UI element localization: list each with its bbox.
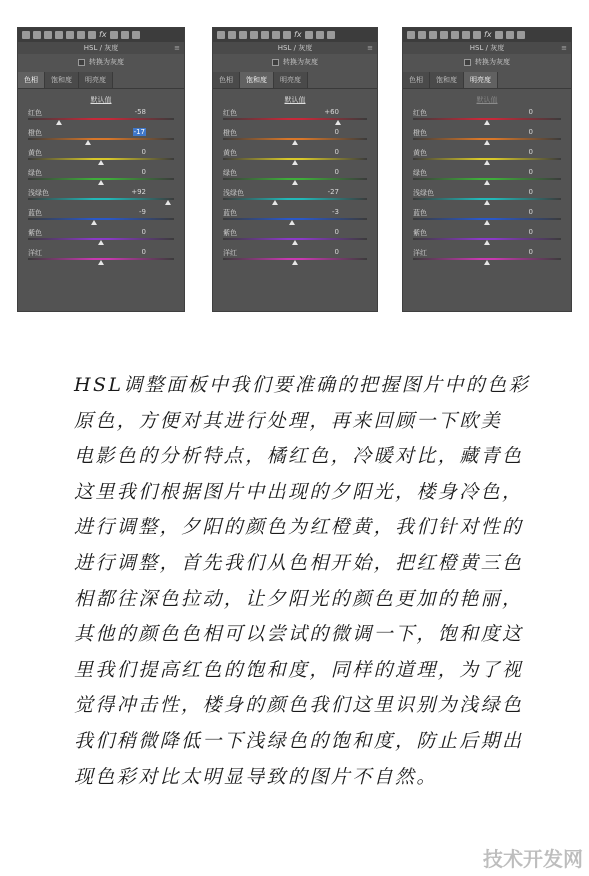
tab-saturation[interactable]: 饱和度 — [240, 72, 274, 88]
slider-label: 绿色 — [413, 169, 427, 177]
slider-label: 紫色 — [223, 229, 237, 237]
tab-saturation[interactable]: 饱和度 — [45, 72, 79, 88]
slider-thumb[interactable] — [292, 160, 298, 165]
slider-value[interactable]: 0 — [528, 108, 533, 116]
slider-value[interactable]: 0 — [334, 128, 339, 136]
color-slider-row — [413, 167, 561, 187]
slider-thumb[interactable] — [98, 260, 104, 265]
slider-label: 蓝色 — [28, 209, 42, 217]
paragraph-line: 里我们提高红色的饱和度，同样的道理，为了视 — [74, 658, 524, 681]
slider-value[interactable]: 0 — [334, 248, 339, 256]
camera-icon[interactable] — [305, 31, 313, 39]
grayscale-toggle[interactable] — [213, 54, 377, 70]
slider-label: 蓝色 — [223, 209, 237, 217]
panel-menu-icon[interactable]: ≡ — [367, 44, 373, 52]
panel-title-text: HSL / 灰度 — [83, 44, 119, 52]
grayscale-toggle[interactable] — [403, 54, 571, 70]
color-slider-row — [223, 207, 367, 227]
tone-curve-icon[interactable] — [429, 31, 437, 39]
fx-icon[interactable]: fx — [484, 30, 492, 39]
panel-toolbar — [213, 28, 377, 42]
color-slider-row — [28, 227, 174, 247]
histogram-icon[interactable] — [22, 31, 30, 39]
split-toning-icon[interactable] — [77, 31, 85, 39]
color-slider-row — [28, 147, 174, 167]
default-button[interactable]: 默认值 — [476, 96, 498, 104]
slider-value[interactable]: 0 — [528, 188, 533, 196]
color-slider-row — [413, 147, 561, 167]
tab-luminance[interactable]: 明亮度 — [274, 72, 308, 88]
basic-icon[interactable] — [33, 31, 41, 39]
slider-thumb[interactable] — [484, 260, 490, 265]
slider-label: 红色 — [223, 109, 237, 117]
slider-track[interactable] — [28, 218, 174, 220]
tab-luminance[interactable]: 明亮度 — [79, 72, 113, 88]
panel-title — [403, 42, 571, 54]
grayscale-checkbox[interactable] — [464, 59, 471, 66]
slider-value[interactable]: 0 — [528, 128, 533, 136]
slider-value[interactable]: -27 — [327, 188, 339, 196]
slider-value[interactable]: -17 — [133, 128, 145, 136]
slider-value[interactable]: 0 — [528, 148, 533, 156]
slider-value[interactable]: 0 — [141, 148, 146, 156]
slider-label: 红色 — [28, 109, 42, 117]
panel-title-text: HSL / 灰度 — [277, 44, 313, 52]
slider-value[interactable]: 0 — [334, 168, 339, 176]
paragraph-line: 我们稍微降低一下浅绿色的饱和度，防止后期出 — [74, 729, 524, 752]
slider-track[interactable] — [223, 118, 367, 120]
paragraph-line: 这里我们根据图片中出现的夕阳光，楼身冷色， — [74, 480, 524, 503]
lens-icon[interactable] — [473, 31, 481, 39]
slider-label: 橙色 — [223, 129, 237, 137]
slider-value[interactable]: 0 — [141, 228, 146, 236]
detail-icon[interactable] — [440, 31, 448, 39]
paragraph-line: 其他的颜色色相可以尝试的微调一下，饱和度这 — [74, 623, 524, 646]
slider-label: 橙色 — [28, 129, 42, 137]
color-slider-row — [413, 107, 561, 127]
color-slider-row — [28, 247, 174, 267]
slider-value[interactable]: 0 — [528, 228, 533, 236]
panel-menu-icon[interactable]: ≡ — [174, 44, 180, 52]
slider-value[interactable]: 0 — [528, 248, 533, 256]
snapshots-icon[interactable] — [132, 31, 140, 39]
hsl-icon[interactable] — [66, 31, 74, 39]
panel-title — [18, 42, 184, 54]
color-slider-row — [223, 107, 367, 127]
grayscale-checkbox[interactable] — [272, 59, 279, 66]
color-slider-row — [223, 127, 367, 147]
slider-track[interactable] — [223, 198, 367, 200]
paragraph-line: 原色，方便对其进行处理，再来回顾一下欧美 — [74, 409, 503, 432]
tab-hue[interactable]: 色相 — [18, 72, 45, 88]
fx-icon[interactable]: fx — [294, 30, 302, 39]
slider-track[interactable] — [28, 198, 174, 200]
slider-label: 洋红 — [28, 249, 42, 257]
color-slider-row — [223, 247, 367, 267]
slider-value[interactable]: 0 — [334, 148, 339, 156]
lens-icon[interactable] — [88, 31, 96, 39]
color-slider-row — [223, 187, 367, 207]
slider-track[interactable] — [28, 138, 174, 140]
grayscale-checkbox[interactable] — [78, 59, 85, 66]
slider-thumb[interactable] — [98, 240, 104, 245]
hsl-tabs — [403, 72, 571, 89]
slider-thumb[interactable] — [165, 200, 171, 205]
color-slider-row — [28, 167, 174, 187]
panel-title-text: HSL / 灰度 — [469, 44, 505, 52]
slider-thumb[interactable] — [292, 140, 298, 145]
color-slider-row — [413, 187, 561, 207]
basic-icon[interactable] — [228, 31, 236, 39]
slider-label: 黄色 — [413, 149, 427, 157]
hsl-icon[interactable] — [451, 31, 459, 39]
default-button[interactable]: 默认值 — [90, 96, 112, 104]
lens-icon[interactable] — [283, 31, 291, 39]
slider-value[interactable]: +60 — [324, 108, 339, 116]
slider-thumb[interactable] — [484, 120, 490, 125]
slider-label: 绿色 — [223, 169, 237, 177]
slider-label: 紫色 — [413, 229, 427, 237]
slider-thumb[interactable] — [98, 180, 104, 185]
slider-thumb[interactable] — [484, 180, 490, 185]
tone-curve-icon[interactable] — [44, 31, 52, 39]
slider-value[interactable]: -58 — [134, 108, 146, 116]
explanation-paragraph — [74, 368, 544, 795]
tab-luminance[interactable]: 明亮度 — [464, 72, 498, 88]
color-slider-row — [413, 227, 561, 247]
slider-label: 橙色 — [413, 129, 427, 137]
color-slider-row — [413, 247, 561, 267]
slider-thumb[interactable] — [484, 220, 490, 225]
histogram-icon[interactable] — [407, 31, 415, 39]
slider-label: 洋红 — [413, 249, 427, 257]
slider-label: 绿色 — [28, 169, 42, 177]
slider-thumb[interactable] — [484, 160, 490, 165]
panel-toolbar — [18, 28, 184, 42]
detail-icon[interactable] — [55, 31, 63, 39]
tab-hue[interactable]: 色相 — [403, 72, 430, 88]
grayscale-toggle[interactable] — [18, 54, 184, 70]
tab-saturation[interactable]: 饱和度 — [430, 72, 464, 88]
slider-label: 浅绿色 — [413, 189, 434, 197]
slider-label: 黄色 — [28, 149, 42, 157]
slider-thumb[interactable] — [484, 140, 490, 145]
panel-menu-icon[interactable]: ≡ — [561, 44, 567, 52]
slider-value[interactable]: -3 — [332, 208, 339, 216]
slider-label: 浅绿色 — [28, 189, 49, 197]
default-button[interactable]: 默认值 — [284, 96, 306, 104]
fx-icon[interactable]: fx — [99, 30, 107, 39]
hsl-panel — [212, 27, 378, 312]
slider-label: 洋红 — [223, 249, 237, 257]
paragraph-line: 电影色的分析特点，橘红色，冷暖对比，藏青色 — [74, 445, 524, 468]
color-slider-row — [28, 107, 174, 127]
paragraph-line: HSL调整面板中我们要准确的把握图片中的色彩 — [74, 374, 531, 396]
camera-icon[interactable] — [495, 31, 503, 39]
slider-value[interactable]: 0 — [141, 168, 146, 176]
paragraph-line: 现色彩对比太明显导致的图片不自然。 — [74, 765, 438, 788]
basic-icon[interactable] — [418, 31, 426, 39]
color-slider-row — [223, 227, 367, 247]
panel-title — [213, 42, 377, 54]
color-slider-row — [28, 207, 174, 227]
slider-thumb[interactable] — [292, 240, 298, 245]
slider-thumb[interactable] — [98, 160, 104, 165]
slider-label: 浅绿色 — [223, 189, 244, 197]
slider-value[interactable]: 0 — [528, 208, 533, 216]
slider-value[interactable]: 0 — [141, 248, 146, 256]
color-slider-row — [223, 167, 367, 187]
hsl-panel — [402, 27, 572, 312]
histogram-icon[interactable] — [217, 31, 225, 39]
hsl-tabs — [18, 72, 184, 89]
presets-icon[interactable] — [506, 31, 514, 39]
slider-thumb[interactable] — [335, 120, 341, 125]
presets-icon[interactable] — [121, 31, 129, 39]
color-slider-row — [28, 127, 174, 147]
slider-thumb[interactable] — [484, 240, 490, 245]
panel-toolbar — [403, 28, 571, 42]
grayscale-label: 转换为灰度 — [283, 58, 318, 66]
slider-label: 黄色 — [223, 149, 237, 157]
hsl-icon[interactable] — [261, 31, 269, 39]
detail-icon[interactable] — [250, 31, 258, 39]
grayscale-label: 转换为灰度 — [89, 58, 124, 66]
camera-icon[interactable] — [110, 31, 118, 39]
slider-value[interactable]: +92 — [131, 188, 146, 196]
color-slider-row — [28, 187, 174, 207]
slider-value[interactable]: -9 — [139, 208, 146, 216]
presets-icon[interactable] — [316, 31, 324, 39]
watermark-logo: 技术开发网 — [483, 847, 583, 871]
slider-label: 红色 — [413, 109, 427, 117]
slider-thumb[interactable] — [56, 120, 62, 125]
slider-thumb[interactable] — [292, 260, 298, 265]
paragraph-line: 相都往深色拉动，让夕阳光的颜色更加的艳丽， — [74, 587, 524, 610]
split-toning-icon[interactable] — [462, 31, 470, 39]
split-toning-icon[interactable] — [272, 31, 280, 39]
snapshots-icon[interactable] — [327, 31, 335, 39]
snapshots-icon[interactable] — [517, 31, 525, 39]
color-slider-row — [413, 207, 561, 227]
hsl-panel — [17, 27, 185, 312]
hsl-tabs — [213, 72, 377, 89]
slider-thumb[interactable] — [484, 200, 490, 205]
color-slider-row — [223, 147, 367, 167]
slider-track[interactable] — [28, 118, 174, 120]
slider-value[interactable]: 0 — [528, 168, 533, 176]
slider-thumb[interactable] — [91, 220, 97, 225]
slider-thumb[interactable] — [289, 220, 295, 225]
slider-label: 紫色 — [28, 229, 42, 237]
tab-hue[interactable]: 色相 — [213, 72, 240, 88]
paragraph-line: 觉得冲击性，楼身的颜色我们这里识别为浅绿色 — [74, 694, 524, 717]
slider-label: 蓝色 — [413, 209, 427, 217]
paragraph-line: 进行调整，首先我们从色相开始，把红橙黄三色 — [74, 551, 524, 574]
paragraph-line: 进行调整，夕阳的颜色为红橙黄，我们针对性的 — [74, 516, 524, 539]
slider-value[interactable]: 0 — [334, 228, 339, 236]
grayscale-label: 转换为灰度 — [475, 58, 510, 66]
slider-thumb[interactable] — [272, 200, 278, 205]
slider-thumb[interactable] — [292, 180, 298, 185]
slider-thumb[interactable] — [85, 140, 91, 145]
tone-curve-icon[interactable] — [239, 31, 247, 39]
color-slider-row — [413, 127, 561, 147]
